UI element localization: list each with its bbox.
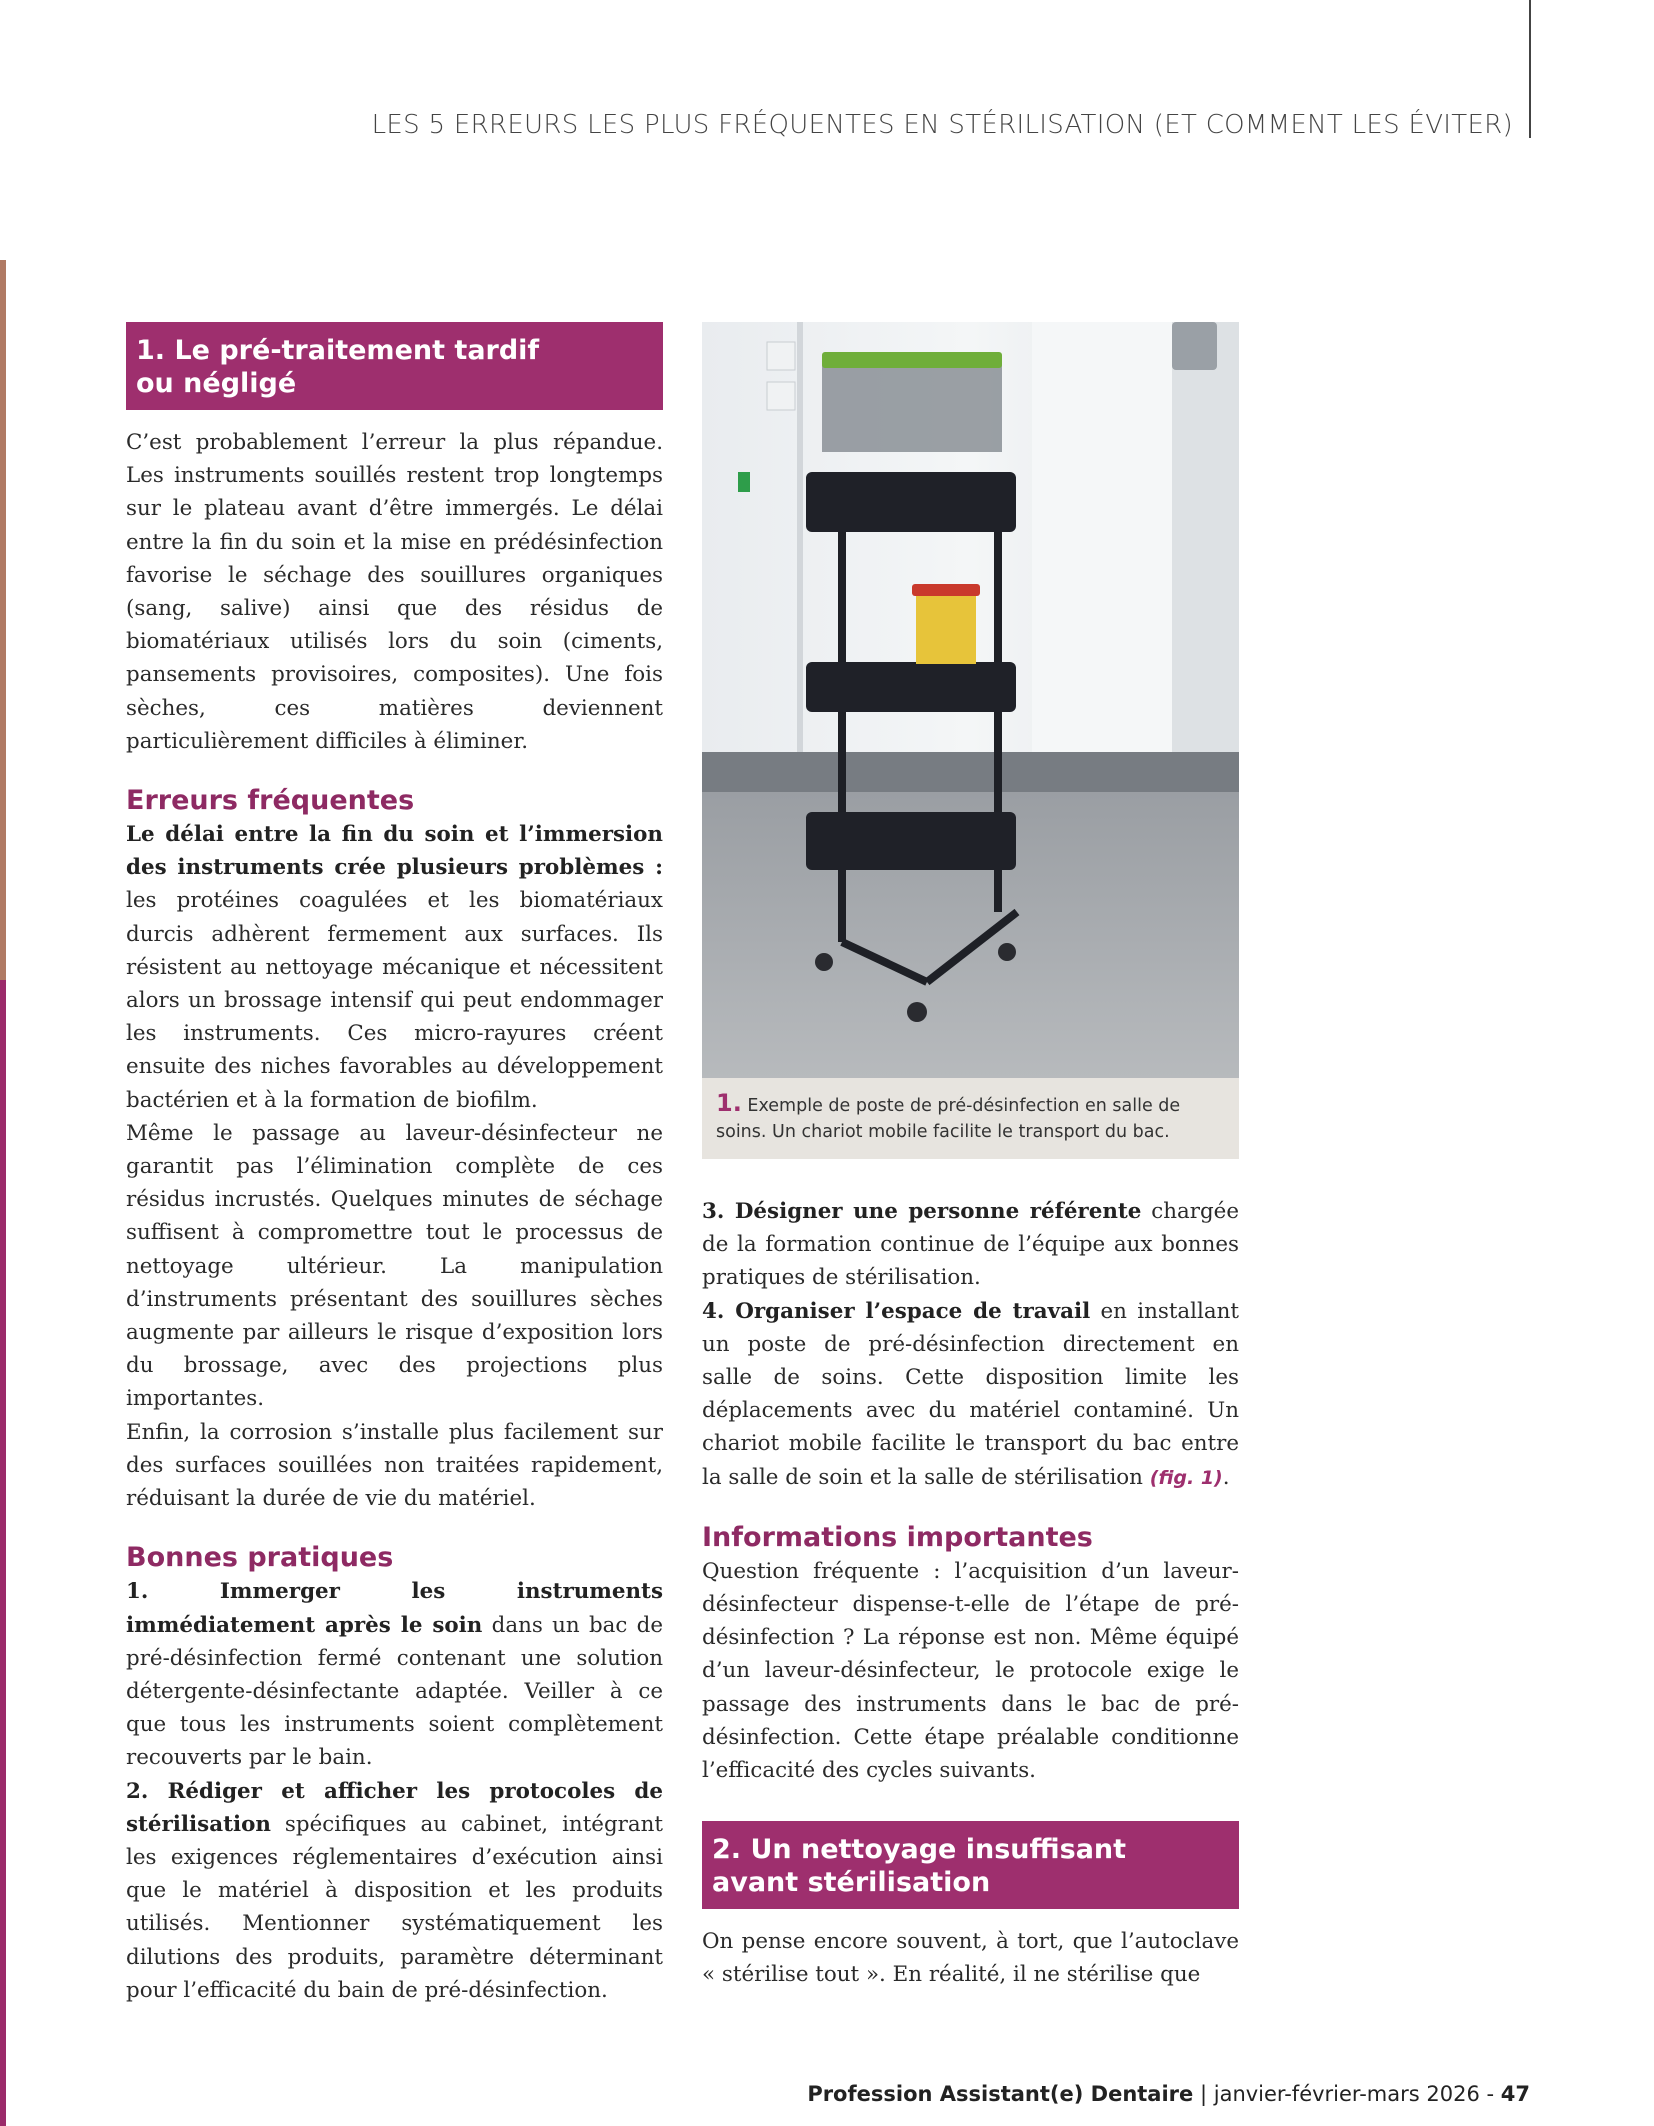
page-edge-tab-bottom bbox=[0, 980, 6, 2126]
practice-item-1 bbox=[126, 1575, 663, 1774]
practice-item-4-text: en installant un poste de pré-désinfection directement en salle de soins. Cette disposition limite les déplacements avec du matériel contaminé. Un chariot mobile facilite le transport du bac entre la salle de soin et la salle de stérilisation bbox=[702, 1298, 1239, 1490]
practice-item-2 bbox=[126, 1775, 663, 2007]
practice-item-2-bold: 2. Rédiger et afficher les protocoles de stérilisation bbox=[126, 1778, 663, 1837]
cart-photo bbox=[702, 322, 1239, 1078]
practice-item-3-text: chargée de la formation continue de l’équipe aux bonnes pratiques de stérilisation. bbox=[702, 1199, 1239, 1291]
footer-magazine-name: Profession Assistant(e) Dentaire bbox=[807, 2082, 1194, 2106]
info-heading: Informations importantes bbox=[702, 1521, 1093, 1553]
practice-item-2-text: spécifiques au cabinet, intégrant les exigences réglementaires d’exécution ainsi que le matériel à disposition et les produits utilisés. Mentionner systématiquement les dilutions des produits, paramètre déterminant pour l’efficacité du bain de pré-désinfection. bbox=[126, 1811, 663, 2003]
page-edge-tab-top bbox=[0, 260, 6, 980]
info-paragraph: Question fréquente : l’acquisition d’un laveur-désinfecteur dispense-t-elle de l’étape de pré-désinfection ? La réponse est non. Même équipé d’un laveur-désinfecteur, le protocole exige le passage des instruments dans le bac de pré-désinfection. Cette étape préalable conditionne l’efficacité des cycles suivants. bbox=[702, 1558, 1239, 1784]
section-2-title-line2: avant stérilisation bbox=[712, 1867, 991, 1899]
page-footer bbox=[807, 2082, 1530, 2106]
footer-separator: | bbox=[1199, 2082, 1208, 2106]
figure-number: 1. bbox=[716, 1089, 742, 1117]
errors-paragraph-2: Même le passage au laveur-désinfecteur ne garantit pas l’élimination complète de ces résidus incrustés. Quelques minutes de séchage suffisent à compromettre tout le processus de nettoyage ultérieur. La manipulation d’instruments présentant des souillures sèches augmente par ailleurs le risque d’exposition lors du brossage, avec des projections plus importantes. bbox=[126, 1120, 663, 1412]
section-2-paragraph: On pense encore souvent, à tort, que l’autoclave « stérilise tout ». En réalité, il ne stérilise que bbox=[702, 1929, 1239, 1988]
section-2-title-line1: 2. Un nettoyage insuffisant bbox=[712, 1834, 1127, 1866]
figure-caption-text: Exemple de poste de pré-désinfection en salle de soins. Un chariot mobile facilite le transport du bac. bbox=[716, 1096, 1181, 1142]
practice-item-4-bold: 4. Organiser l’espace de travail bbox=[702, 1298, 1091, 1324]
practice-item-4 bbox=[702, 1295, 1239, 1495]
section-2-heading bbox=[702, 1821, 1239, 1909]
footer-issue: janvier-février-mars 2026 - bbox=[1213, 2082, 1495, 2106]
practice-item-3 bbox=[702, 1195, 1239, 1295]
errors-lead-rest: les protéines coagulées et les biomatériaux durcis adhèrent fermement aux surfaces. Ils résistent au nettoyage mécanique et nécessitent alors un brossage intensif qui peut endommager les instruments. Ces micro-rayures créent ensuite des niches favorables au développement bactérien et à la formation de biofilm. bbox=[126, 888, 663, 1113]
left-column bbox=[126, 322, 663, 2007]
errors-paragraph-1 bbox=[126, 818, 663, 1117]
section-1-title-line1: 1. Le pré-traitement tardif bbox=[136, 335, 540, 366]
section-1-heading bbox=[126, 322, 663, 410]
practice-item-4-end: . bbox=[1222, 1464, 1230, 1490]
figure-caption bbox=[702, 1078, 1239, 1159]
practice-item-3-bold: 3. Désigner une personne référente bbox=[702, 1199, 1142, 1224]
practice-item-1-text: dans un bac de pré-désinfection fermé contenant une solution détergente-désinfectante adaptée. Veiller à ce que tous les instruments soient complètement recouverts par le bain. bbox=[126, 1612, 663, 1771]
header-vertical-rule bbox=[1529, 0, 1531, 138]
section-1-intro: C’est probablement l’erreur la plus répandue. Les instruments souillés restent trop longtemps sur le plateau avant d’être immergés. Le délai entre la fin du soin et la mise en prédésinfection favorise le séchage des souillures organiques (sang, salive) ainsi que des résidus de biomatériaux utilisés lors du soin (ciments, pansements provisoires, composites). Une fois sèches, ces matières deviennent particulièrement difficiles à éliminer. bbox=[126, 430, 663, 754]
figure-reference-link[interactable]: (fig. 1) bbox=[1149, 1466, 1223, 1489]
figure-1 bbox=[702, 322, 1239, 1159]
running-head: LES 5 ERREURS LES PLUS FRÉQUENTES EN STÉRILISATION (ET COMMENT LES ÉVITER) bbox=[371, 110, 1513, 140]
practice-item-1-bold: 1. Immerger les instruments immédiatement après le soin bbox=[126, 1579, 663, 1638]
practices-heading: Bonnes pratiques bbox=[126, 1542, 394, 1574]
errors-paragraph-3: Enfin, la corrosion s’installe plus facilement sur des surfaces souillées non traitées rapidement, réduisant la durée de vie du matériel. bbox=[126, 1419, 663, 1512]
errors-lead-bold: Le délai entre la fin du soin et l’immersion des instruments crée plusieurs problèmes : bbox=[126, 822, 663, 881]
errors-heading: Erreurs fréquentes bbox=[126, 785, 415, 817]
page-number: 47 bbox=[1500, 2082, 1530, 2106]
right-column bbox=[702, 1195, 1239, 1992]
section-1-title-line2: ou négligé bbox=[136, 368, 297, 399]
